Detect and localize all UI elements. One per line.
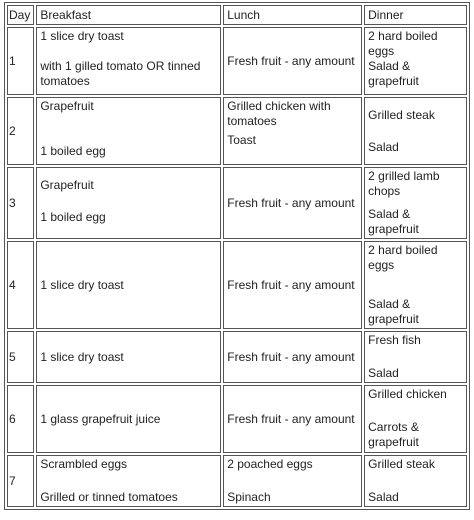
lunch-cell (223, 241, 362, 329)
breakfast-item: 1 slice dry toast (40, 29, 124, 43)
breakfast-cell (36, 455, 221, 507)
header-day: Day (7, 5, 34, 25)
breakfast-cell (36, 385, 221, 453)
dinner-item: Carrots & grapefruit (368, 420, 419, 449)
dinner-item: Grilled steak (368, 108, 435, 122)
lunch-item: Fresh fruit - any amount (227, 277, 355, 292)
day-number: 5 (7, 331, 34, 383)
header-lunch: Lunch (223, 5, 362, 25)
lunch-cell (223, 27, 362, 95)
dinner-cell (364, 241, 467, 329)
lunch-cell (223, 455, 362, 507)
day-number: 1 (7, 27, 34, 95)
table-row (7, 167, 467, 239)
day-number: 7 (7, 455, 34, 507)
lunch-item: 2 poached eggs (227, 457, 313, 471)
day-number: 2 (7, 97, 34, 165)
dinner-cell (364, 455, 467, 507)
table-row (7, 241, 467, 329)
breakfast-item: Grilled or tinned tomatoes (40, 490, 178, 504)
breakfast-item: with 1 gilled tomato OR tinned tomatoes (40, 59, 201, 88)
dinner-cell (364, 331, 467, 383)
dinner-item: Salad (368, 366, 399, 380)
dinner-item: Salad (368, 140, 399, 154)
table-row (7, 331, 467, 383)
breakfast-cell (36, 167, 221, 239)
meal-plan-table (4, 2, 470, 510)
dinner-item: Fresh fish (368, 333, 421, 347)
lunch-item: Toast (227, 133, 256, 147)
breakfast-item: Scrambled eggs (40, 457, 128, 471)
table-header-row (7, 5, 467, 25)
table-row (7, 97, 467, 165)
dinner-item: 2 hard boiled eggs (368, 29, 438, 58)
day-number: 4 (7, 241, 34, 329)
breakfast-item: Grapefruit (40, 178, 94, 192)
lunch-item: Fresh fruit - any amount (227, 349, 355, 364)
dinner-cell (364, 97, 467, 165)
dinner-item: Grilled steak (368, 457, 435, 471)
dinner-item: Salad & grapefruit (368, 59, 419, 88)
dinner-item: 2 grilled lamb chops (368, 169, 440, 198)
header-breakfast: Breakfast (36, 5, 221, 25)
breakfast-item: 1 boiled egg (40, 144, 106, 158)
day-number: 6 (7, 385, 34, 453)
dinner-cell (364, 167, 467, 239)
lunch-cell (223, 167, 362, 239)
dinner-item: Salad & grapefruit (368, 297, 419, 326)
table-row (7, 455, 467, 507)
header-dinner: Dinner (364, 5, 467, 25)
breakfast-item: Grapefruit (40, 99, 94, 113)
dinner-cell (364, 27, 467, 95)
breakfast-cell (36, 241, 221, 329)
dinner-item: Grilled chicken (368, 387, 447, 401)
lunch-item: Spinach (227, 490, 271, 504)
lunch-cell (223, 97, 362, 165)
table-row (7, 385, 467, 453)
lunch-item: Fresh fruit - any amount (227, 411, 355, 426)
lunch-cell (223, 331, 362, 383)
dinner-item: 2 hard boiled eggs (368, 243, 438, 272)
lunch-item: Fresh fruit - any amount (227, 195, 355, 210)
breakfast-item: 1 slice dry toast (40, 349, 124, 364)
lunch-cell (223, 385, 362, 453)
breakfast-item: 1 glass grapefruit juice (40, 411, 161, 426)
day-number: 3 (7, 167, 34, 239)
dinner-item: Salad & grapefruit (368, 207, 419, 236)
breakfast-item: 1 boiled egg (40, 210, 106, 224)
breakfast-item: 1 slice dry toast (40, 277, 124, 292)
breakfast-cell (36, 331, 221, 383)
dinner-item: Salad (368, 490, 399, 504)
lunch-item: Fresh fruit - any amount (227, 53, 355, 68)
table-row (7, 27, 467, 95)
breakfast-cell (36, 27, 221, 95)
lunch-item: Grilled chicken with tomatoes (227, 99, 331, 128)
breakfast-cell (36, 97, 221, 165)
dinner-cell (364, 385, 467, 453)
